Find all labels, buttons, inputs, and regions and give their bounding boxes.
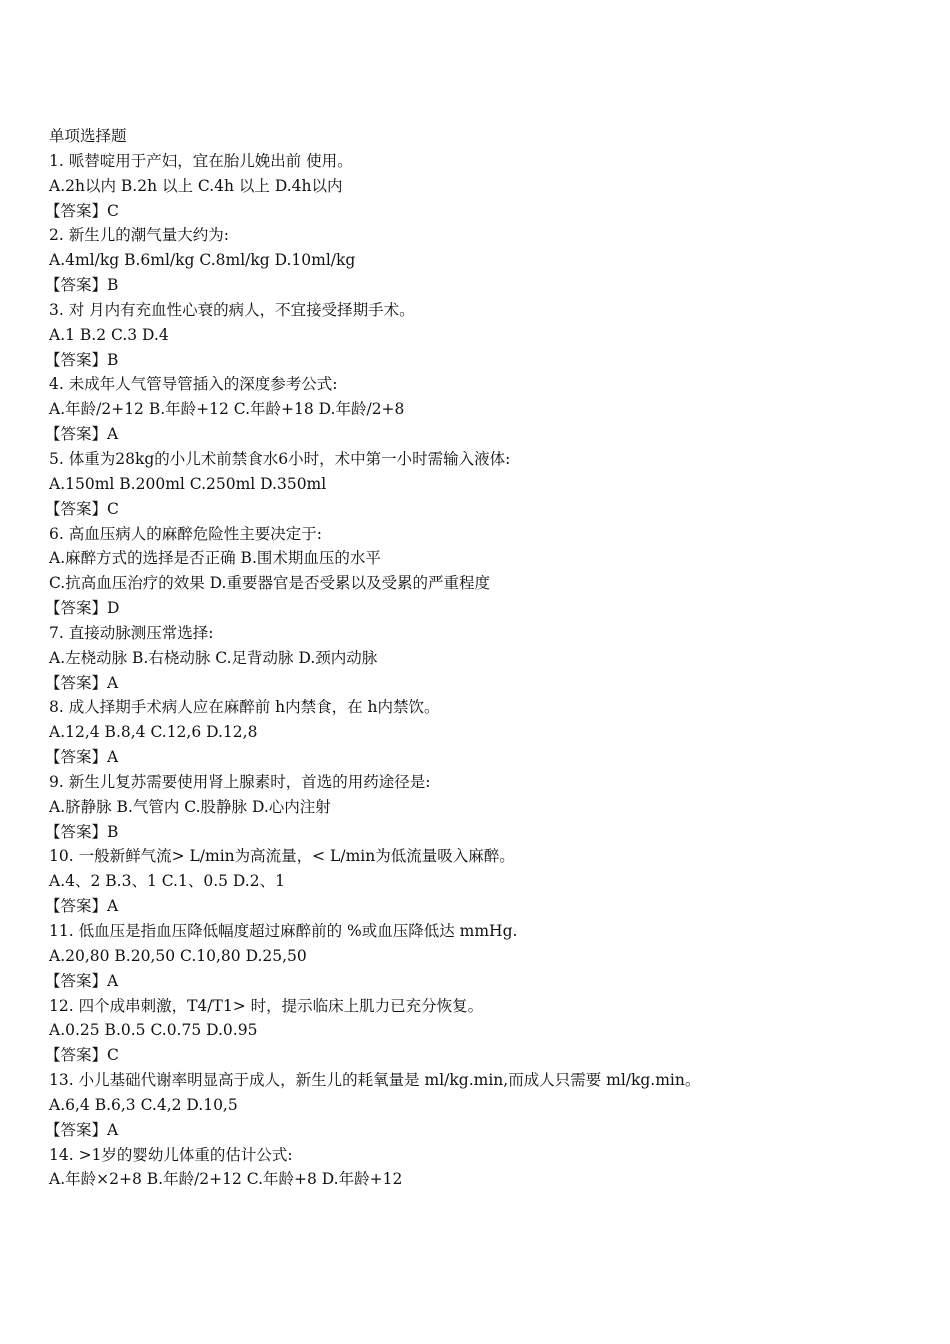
question-options: A.150ml B.200ml C.250ml D.350ml xyxy=(49,474,327,493)
question-stem: 6. 高血压病人的麻醉危险性主要决定于: xyxy=(49,524,322,543)
question-stem: 8. 成人择期手术病人应在麻醉前 h内禁食，在 h内禁饮。 xyxy=(49,698,440,717)
question-stem: 5. 体重为28kg的小儿术前禁食水6小时，术中第一小时需输入液体: xyxy=(49,449,511,468)
question-answer: 【答案】C xyxy=(45,499,119,518)
question-4 xyxy=(45,372,909,447)
question-7 xyxy=(45,621,909,696)
question-14 xyxy=(49,1143,909,1193)
question-answer: 【答案】A xyxy=(45,971,119,990)
question-3 xyxy=(45,298,909,373)
question-10 xyxy=(45,844,909,919)
question-5 xyxy=(45,447,909,522)
question-6 xyxy=(45,522,909,621)
question-answer: 【答案】C xyxy=(45,201,119,220)
question-answer: 【答案】A xyxy=(45,897,119,916)
question-stem: 4. 未成年人气管导管插入的深度参考公式: xyxy=(49,375,338,394)
question-answer: 【答案】B xyxy=(45,350,119,369)
section-title: 单项选择题 xyxy=(49,127,127,145)
question-options: A.0.25 B.0.5 C.0.75 D.0.95 xyxy=(49,1021,258,1040)
question-stem: 13. 小儿基础代谢率明显高于成人，新生儿的耗氧量是 ml/kg.min,而成人只需要 ml/kg.min。 xyxy=(49,1071,701,1090)
question-stem: 14. >1岁的婴幼儿体重的估计公式: xyxy=(49,1145,293,1164)
question-1 xyxy=(45,149,909,224)
question-answer: 【答案】A xyxy=(45,1120,119,1139)
question-options: A.麻醉方式的选择是否正确 B.围术期血压的水平 xyxy=(49,549,381,568)
question-options: A.20,80 B.20,50 C.10,80 D.25,50 xyxy=(49,946,307,965)
question-stem: 7. 直接动脉测压常选择: xyxy=(49,623,214,642)
question-options: A.1 B.2 C.3 D.4 xyxy=(49,325,169,344)
question-answer: 【答案】A xyxy=(45,425,119,444)
question-options: A.12,4 B.8,4 C.12,6 D.12,8 xyxy=(49,723,258,742)
question-stem: 9. 新生儿复苏需要使用肾上腺素时，首选的用药途径是: xyxy=(49,772,431,791)
question-answer: 【答案】D xyxy=(45,599,120,618)
question-13 xyxy=(45,1068,909,1143)
question-answer: 【答案】C xyxy=(45,1046,119,1065)
question-9 xyxy=(45,770,909,845)
question-stem: 10. 一般新鲜气流> L/min为高流量，< L/min为低流量吸入麻醉。 xyxy=(49,847,515,866)
question-options: A.脐静脉 B.气管内 C.股静脉 D.心内注射 xyxy=(49,797,331,816)
question-stem: 3. 对 月内有充血性心衰的病人，不宜接受择期手术。 xyxy=(49,300,415,319)
question-answer: 【答案】A xyxy=(45,673,119,692)
question-stem: 11. 低血压是指血压降低幅度超过麻醉前的 %或血压降低达 mmHg. xyxy=(49,922,518,940)
question-answer: 【答案】A xyxy=(45,748,119,767)
question-stem: 2. 新生儿的潮气量大约为: xyxy=(49,226,229,245)
question-stem: 12. 四个成串刺激，T4/T1> 时，提示临床上肌力已充分恢复。 xyxy=(49,996,484,1015)
question-answer: 【答案】B xyxy=(45,822,119,841)
question-options: A.年龄×2+8 B.年龄/2+12 C.年龄+8 D.年龄+12 xyxy=(49,1170,403,1189)
question-options: A.2h以内 B.2h 以上 C.4h 以上 D.4h以内 xyxy=(49,176,343,195)
question-options: C.抗高血压治疗的效果 D.重要器官是否受累以及受累的严重程度 xyxy=(49,574,490,593)
question-options: A.4ml/kg B.6ml/kg C.8ml/kg D.10ml/kg xyxy=(49,251,356,270)
question-11 xyxy=(45,919,909,994)
question-options: A.年龄/2+12 B.年龄+12 C.年龄+18 D.年龄/2+8 xyxy=(49,400,405,419)
question-options: A.4、2 B.3、1 C.1、0.5 D.2、1 xyxy=(49,872,285,891)
question-12 xyxy=(45,994,909,1069)
question-options: A.左桡动脉 B.右桡动脉 C.足背动脉 D.颈内动脉 xyxy=(49,648,378,667)
question-options: A.6,4 B.6,3 C.4,2 D.10,5 xyxy=(49,1095,238,1114)
question-answer: 【答案】B xyxy=(45,276,119,295)
question-2 xyxy=(45,223,909,298)
document-page xyxy=(45,124,909,1192)
question-8 xyxy=(45,695,909,770)
question-stem: 1. 哌替啶用于产妇，宜在胎儿娩出前 使用。 xyxy=(49,151,353,170)
